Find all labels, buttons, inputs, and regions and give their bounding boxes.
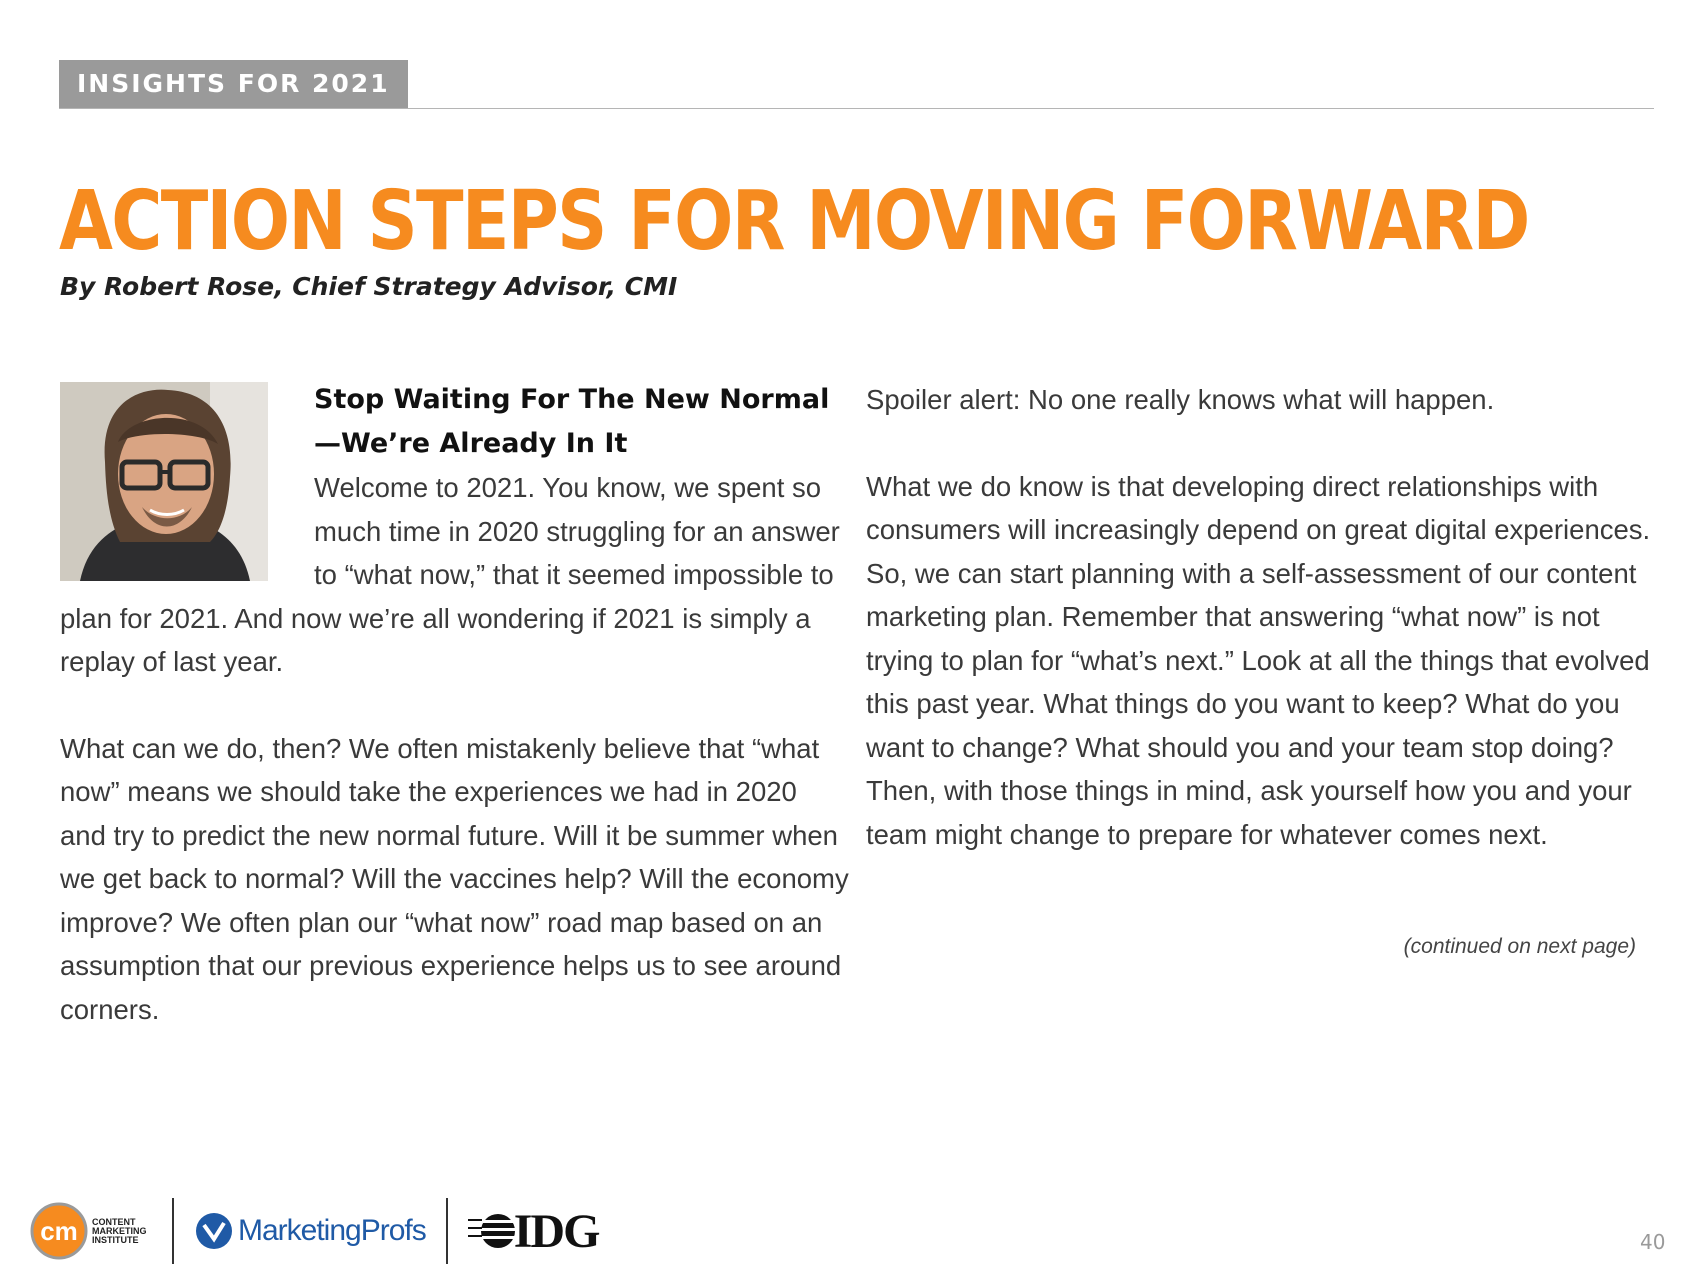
byline: By Robert Rose, Chief Strategy Advisor, CMI	[60, 272, 678, 301]
author-photo	[60, 382, 268, 581]
footer-divider	[446, 1198, 448, 1264]
cmi-logo-words: CONTENT MARKETING INSTITUTE	[92, 1216, 147, 1245]
left-paragraph-1: Welcome to 2021. You know, we spent so much time in 2020 struggling for an answer to “what now,” that it seemed impossible to plan for 2021. And now we’re all wondering if 2021 is simply a replay of last year.	[60, 472, 840, 677]
cmi-logo-icon	[30, 1202, 88, 1260]
marketingprofs-logo-text: MarketingProfs	[238, 1214, 426, 1247]
page-number: 40	[1640, 1230, 1666, 1254]
section-tag: INSIGHTS FOR 2021	[59, 60, 408, 108]
marketingprofs-logo-icon	[194, 1211, 234, 1251]
page-title: ACTION STEPS FOR MOVING FORWARD	[59, 174, 1529, 269]
author-portrait-icon	[60, 382, 268, 581]
idg-logo-text: IDG	[513, 1204, 599, 1258]
cmi-logo-mark: cm	[40, 1216, 78, 1246]
cmi-logo	[30, 1202, 152, 1260]
section-heading: Stop Waiting For The New Normal—We’re Already In It	[314, 384, 830, 459]
marketingprofs-logo	[194, 1211, 426, 1251]
header-rule	[59, 108, 1654, 109]
footer-divider	[172, 1198, 174, 1264]
footer-logos	[30, 1195, 598, 1267]
left-paragraph-2: What can we do, then? We often mistakenly believe that “what now” means we should take the experiences we had in 2020 and try to predict the new normal future. Will it be summer when we get back to normal? Will the vaccines help? Will the economy improve? We often plan our “what now” road map based on an assumption that our previous experience helps us to see around corners.	[60, 732, 849, 1025]
continued-note: (continued on next page)	[1403, 935, 1636, 958]
right-paragraph-1: Spoiler alert: No one really knows what will happen.	[866, 384, 1495, 415]
idg-logo	[468, 1204, 599, 1259]
right-paragraph-2: What we do know is that developing direct relationships with consumers will increasingly depend on great digital experiences. So, we can start planning with a self-assessment of our content marketing plan. Remember that answering “what now” is not trying to plan for “what’s next.” Look at all the things that evolved this past year. What things do you want to keep? What do you want to change? What should you and your team stop doing? Then, with those things in mind, ask yourself how you and your team might change to prepare for whatever comes next.	[866, 470, 1651, 850]
left-column	[60, 378, 850, 1074]
right-column	[866, 378, 1656, 899]
